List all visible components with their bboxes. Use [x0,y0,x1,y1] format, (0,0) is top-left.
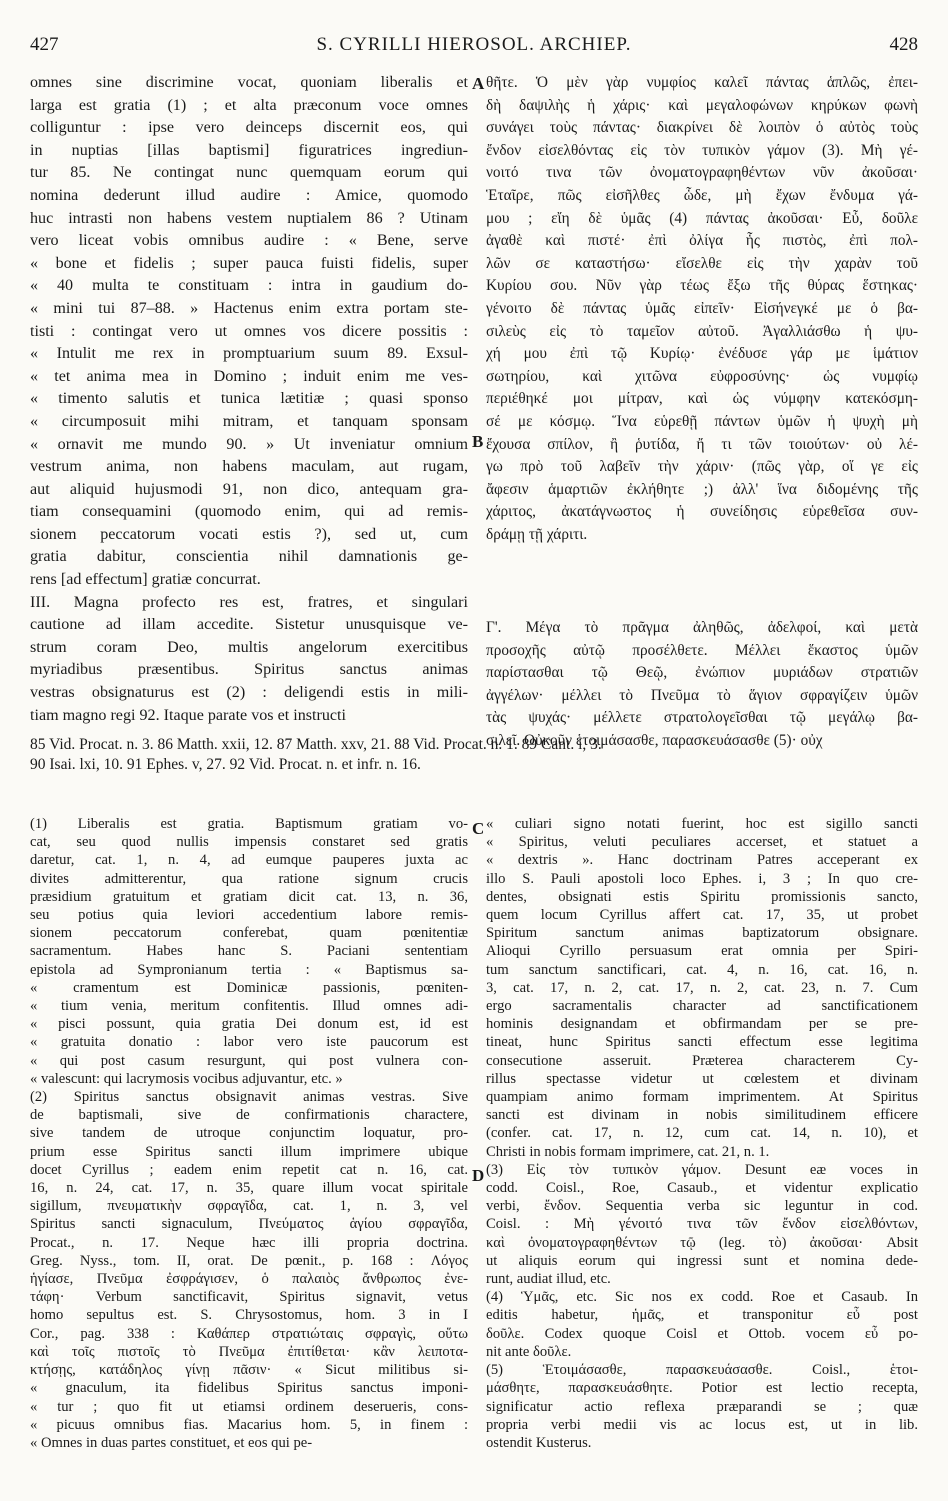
text-line: significatur actio reflexa præparandi se ; quæ [486,1398,918,1415]
reference-line: 85 Vid. Procat. n. 3. 86 Matth. xxii, 12. 87 Matth. xxv, 21. 88 Vid. Procat. n. 1. 89 Cant. i, 3. [30,736,602,753]
text-line: quem locum Cyrillus affert cat. 17, 35, ut probet [486,907,918,924]
latin-text-column [30,72,468,727]
text-line: ἄφεσιν ἁμαρτιῶν ἐκλήθητε ;) ἀλλ' ἵνα διδομένης τῆς [486,480,918,498]
text-line: χή μου ἐπὶ τῷ Κυρίῳ· ἐνέδυσε γάρ με ἱμάτιον [486,345,918,363]
reference-line: 90 Isai. lxi, 10. 91 Ephes. v, 27. 92 Vid. Procat. n. et infr. n. 16. [30,756,421,773]
text-line: Κυρίου σου. Νῦν γὰρ τέως ἔξω τῆς θύρας ἕστηκας· [486,277,918,295]
text-line: huc intrasti non habens vestem nuptialem 86 ? Utinam [30,209,468,227]
text-line: Spiritum sanctum animas baptizatorum obsignare. [486,925,918,942]
text-line: « gratuita donatio : labor vero iste paucorum est [30,1034,468,1051]
text-line: συνάγει τοὺς πάντας· διακρίνει δὲ λοιπὸν ὁ αὐτὸς τοὺς [486,119,918,137]
text-line: καὶ τοῖς πιστοῖς τὸ Πνεῦμα ἐπιτίθεται· κἂν λειποτα- [30,1343,468,1360]
text-line: (confer. cat. 17, n. 12, cum cat. 14, n. 10), et [486,1125,918,1142]
text-line: Γ'. Μέγα τὸ πρᾶγμα ἀληθῶς, ἀδελφοί, καὶ μετὰ [486,619,918,636]
section-marker-d: D [472,1166,485,1185]
text-line: καὶ ὀνοματογραφηθέντων τῷ (leg. τὸ) ἀκοῦσαι· Absit [486,1234,918,1251]
running-title: S. CYRILLI HIEROSOL. ARCHIEP. [316,34,632,55]
text-line: « tet anima mea in Domino ; induit enim me ves- [30,367,468,385]
text-line: 3, cat. 17, n. 2, cat. 17, n. 2, cat. 23, n. 7. Cum [486,979,918,996]
text-line: ostendit Kusterus. [486,1434,592,1451]
text-line: 16, n. 24, cat. 17, n. 35, quare illum vocat spiritale [30,1180,468,1197]
text-line: « qui post casum resurgunt, qui post vulnera con- [30,1052,468,1069]
text-line: « pisci possunt, quia gratia Dei donum est, id est [30,1016,468,1033]
text-line: γω πρὸ τοῦ λαβεῖν τὴν χάριν· (πῶς γὰρ, οἵ γε εἰς [486,458,918,476]
text-line: μου ; εἴη δὲ ὑμᾶς (4) πάντας ἀκοῦσαι· Εὖ, δοῦλε [486,209,918,227]
text-line: μάσθητε, παρασκευάσθητε. Potior est lectio recepta, [486,1380,918,1397]
text-line: homo sepultus est. S. Chrysostomus, hom. 3 in I [30,1307,468,1324]
text-line: epistola ad Sympronianum tertia : « Baptismus sa- [30,961,468,978]
text-line: τάφη· Verbum sanctificavit, Spiritus signavit, vetus [30,1289,468,1306]
text-line: « culiari signo notati fuerint, hoc est sigillo sancti [486,816,918,832]
text-line: Spiritus sancti signaculum, Πνεύματος ἁγίου σφραγῖδα, [30,1216,468,1233]
text-line: verbi, ἔνδον. Sequentia verba sic leguntur in cod. [486,1198,918,1215]
text-line: « ornavit me mundo 90. » Ut inveniatur omnium [30,435,468,453]
text-line: σιλεῖ. Οὐκοῦν ἑτοιμάσασθε, παρασκευάσασθε (5)· οὐχ [486,731,823,749]
text-line: cautione ad illam accedite. Sistetur unusquisque ve- [30,616,468,634]
text-line: Coisl. : Μὴ γένοιτό τινα τῶν ἔνδον εἰσελθόντων, [486,1216,918,1233]
scripture-references [30,735,918,775]
text-line: omnes sine discrimine vocat, quoniam liberalis et [30,74,468,91]
text-line: ergo sacramentalis character ad sanctificationem [486,998,918,1015]
text-line: « dextris ». Hanc doctrinam Patres acceperant ex [486,852,918,869]
text-line: « circumposuit mihi mitram, et tanquam sponsam [30,412,468,430]
text-line: Alioqui Cyrillo persuasum erat omnia per Spiri- [486,943,918,960]
page-number-right: 428 [889,34,918,55]
section-marker-a: A [472,74,485,93]
text-line: Ἑταῖρε, πῶς εἰσῆλθες ὧδε, μὴ ἔχων ἔνδυμα γά- [486,186,918,204]
text-line: « picuus omnibus fias. Macarius hom. 5, in finem : [30,1416,468,1433]
text-line: rillus spectasse videtur ut cœlestem et divinam [486,1070,918,1087]
text-line: in nuptias [illas baptismi] figuratrices ingrediun- [30,141,468,159]
text-line: seu potius quia leviori accedentium labore remis- [30,907,468,924]
text-line: ἀγαθὲ καὶ πιστέ· ἐπὶ ὀλίγα ἧς πιστὸς, ἐπὶ πολ- [486,232,918,250]
text-line: ἡγίασε, Πνεῦμα ἐσφράγισεν, ὁ παλαιὸς ἄνθρωπος ἐνε- [30,1271,468,1288]
text-line: παρίστασθαι τῷ Θεῷ, ἐνώπιον μυριάδων στρατιῶν [486,664,918,682]
text-line: vero liceat vobis omnibus audire : « Bene, serve [30,232,468,250]
text-line: « Spiritus, veluti peculiares accerset, et statuet a [486,834,918,851]
text-line: δοῦλε. Codex quoque Coisl et Ottob. vocem εὖ po- [486,1325,918,1342]
text-line: ἔχουσα σπίλον, ἢ ῥυτίδα, ἤ τι τῶν τοιούτων· οὐ λέ- [486,435,918,453]
text-line: strum coram Deo, multis angelorum exercitibus [30,638,468,656]
greek-section-three [486,617,918,753]
text-line: Christi in nobis formam imprimere, cat. 21, n. 1. [486,1143,770,1160]
text-line: propria verbi medii vis ac locus est, ut in lib. [486,1416,918,1433]
text-line: σέ με κόσμῳ. Ἵνα εὑρεθῇ πάντων ὑμῶν ἡ ψυχὴ μὴ [486,412,918,430]
text-line: Greg. Nyss., tom. II, orat. De pœnit., p. 168 : Λόγος [30,1252,468,1269]
text-line: « timento salutis et tunica lætitiæ ; quasi sponso [30,390,468,408]
page-number-left: 427 [30,34,59,55]
text-line: sancti est divinam in nobis similitudinem efficere [486,1107,918,1124]
text-line: rens [ad effectum] gratiæ concurrat. [30,571,261,589]
text-line: daretur, cat. 1, n. 4, ad eumque pauperes juxta ac [30,852,468,869]
text-line: « mini tui 87–88. » Hactenus enim extra portam ste- [30,299,468,317]
text-line: quampiam animo formam imprimentem. At Spiritus [486,1089,918,1106]
text-line: divites admitterentur, qua ratione signum crucis [30,870,468,887]
section-marker-c: C [472,819,485,838]
text-line: χάριτος, ἀκατάγνωστος ἡ συνείδησις εὑρεθεῖσα συν- [486,503,918,521]
text-line: (2) Spiritus sanctus obsignavit animas vestras. Sive [30,1089,468,1106]
text-line: vestrum anima, non habens maculam, aut rugam, [30,458,468,476]
text-line: tineat, hunc Spiritus sancti effectum esse legitima [486,1034,918,1051]
text-line: colliguntur : ipse vero deinceps discernit eos, qui [30,119,468,137]
text-line: δράμῃ τῇ χάριτι. [486,525,588,543]
text-line: « tium venia, meritum confitentis. Illud omnes adi- [30,998,468,1015]
page-header [30,34,918,58]
text-line: sive tandem de utroque conjunctim loquatur, pro- [30,1125,468,1142]
text-line: larga est gratia (1) ; et alta præconum voce omnes [30,96,468,114]
text-line: (5) Ἑτοιμάσασθε, παρασκευάσασθε. Coisl., ἑτοι- [486,1362,918,1379]
text-line: « 40 multa te constituam : intra in gaudium do- [30,277,468,295]
text-line: ἀγγέλων· μέλλει τὸ Πνεῦμα τὸ ἅγιον σφραγίζειν ὑμῶν [486,686,918,704]
text-line: Procat., n. 17. Neque hæc illi propria doctrina. [30,1234,468,1251]
text-line: de baptismali, sive de confirmationis charactere, [30,1107,468,1124]
text-line: νοιτό τινα τῶν ὀνοματογραφηθέντων νῦν ἀκοῦσαι· [486,164,918,182]
text-line: θῆτε. Ὁ μὲν γὰρ νυμφίος καλεῖ πάντας ἁπλῶς, ἐπει- [486,74,918,91]
text-line: editis habetur, ἡμᾶς, et transponitur εὖ post [486,1307,918,1324]
text-line: sigillum, πνευματικὴν σφραγῖδα, cat. 1, n. 3, vel [30,1198,468,1215]
text-line: dentes, obsignati estis Spiritu promissionis sancto, [486,888,918,905]
text-line: sacramentum. Habes hanc S. Paciani sententiam [30,943,468,960]
text-line: λῶν σε καταστήσω· εἴσελθε εἰς τὴν χαρὰν τοῦ [486,254,918,272]
text-line: præsidium gratuitum et gratiam dicit cat. 13, n. 36, [30,888,468,905]
text-line: τὰς ψυχάς· μέλλετε στρατολογεῖσθαι τῷ μεγάλῳ βα- [486,709,918,727]
text-line: (3) Εἰς τὸν τυπικὸν γάμον. Desunt eæ voces in [486,1161,918,1178]
footnotes-left-column [30,815,468,1452]
text-line: tiam consequamini (quomodo enim, qui ad remis- [30,503,468,521]
text-line: tum sanctum sanctificari, cat. 4, n. 16, cat. 16, n. [486,961,918,978]
text-line: « cramentum est Dominicæ passionis, pœniten- [30,979,468,996]
text-line: tur 85. Ne contingat nunc quemquam eorum qui [30,164,468,182]
text-line: tiam magno regi 92. Itaque parate vos et instructi [30,706,346,724]
text-line: προσοχῆς αὐτῷ προσέλθετε. Μέλλει ἕκαστος ὑμῶν [486,641,918,659]
text-line: gratia dabitur, conscientia nihil damnationis ge- [30,548,468,566]
greek-text-column [486,72,918,546]
text-line: Cor., pag. 338 : Καθάπερ στρατιώταις σφραγὶς, οὕτω [30,1325,468,1342]
text-line: consecutione asseruit. Præterea characterem Cy- [486,1052,918,1069]
text-line: sionem peccatorum vocati estis ?), sed ut, cum [30,525,468,543]
text-line: « gnaculum, ita fidelibus Spiritus sanctus imponi- [30,1380,468,1397]
text-line: « tur ; quo fit ut etiamsi ordinem deserueris, cons- [30,1398,468,1415]
text-line: (1) Liberalis est gratia. Baptismum gratiam vo- [30,816,468,832]
text-line: myriadibus præsentibus. Spiritus sanctus animas [30,661,468,679]
text-line: sionem peccatorum conferebat, quam pœnitentiæ [30,925,468,942]
text-line: cat, seu quod nullis impensis constaret sed gratis [30,834,468,851]
text-line: prium esse Spiritus sancti illum imprimere ubique [30,1143,468,1160]
text-line: (4) Ὑμᾶς, etc. Sic nos ex codd. Roe et Casaub. In [486,1289,918,1306]
text-line: ἔνδον εἰσελθόντας εἰς τὸν τυπικὸν γάμον (3). Μὴ γέ- [486,141,918,159]
text-line: « bone et fidelis ; super pauca fuisti fidelis, super [30,254,468,272]
text-line: codd. Coisl., Roe, Casaub., et videntur explicatio [486,1180,918,1197]
text-line: docet Cyrillus ; eadem enim repetit cat n. 16, cat. [30,1161,468,1178]
text-line: κτήσῃς, κατάδηλος γίνῃ πᾶσιν· « Sicut militibus si- [30,1362,468,1379]
text-line: « valescunt: qui lacrymosis vocibus adjuvantur, etc. » [30,1070,343,1087]
text-line: « Omnes in duas partes constituet, et eos qui pe- [30,1434,313,1451]
text-line: runt, audiat illud, etc. [486,1271,611,1288]
text-line: σωτηρίου, καὶ χιτῶνα εὐφροσύνης· ὡς νυμφίῳ [486,367,918,385]
text-line: « Intulit me rex in promptuarium suum 89. Exsul- [30,345,468,363]
text-line: ut aliquis eorum qui ingressi sunt et nomina dede- [486,1252,918,1269]
text-line: aut aliquid hujusmodi 91, non dico, antequam gra- [30,480,468,498]
text-line: nomina dederunt illud audire : Amice, quomodo [30,186,468,204]
text-line: vestras obsignaturus est (2) : deligendi estis in mili- [30,684,468,702]
text-line: περιέθηκέ μοι μίτραν, καὶ ὡς νύμφην κατεκόσμη- [486,390,918,408]
text-line: illo S. Pauli apostoli loco Ephes. i, 3 ; In quo cre- [486,870,918,887]
text-line: tisti : contingat vero ut omnes vos dicere possitis : [30,322,468,340]
text-line: γένοιτο δὲ πάντας ὑμᾶς εἰπεῖν· Εἰσήνεγκέ με ὁ βα- [486,299,918,317]
text-line: δὴ δαψιλὴς ἡ χάρις· καὶ μεγαλοφώνων κηρύκων φωνὴ [486,96,918,114]
text-line: III. Magna profecto res est, fratres, et singulari [30,593,468,611]
text-line: nit ante δοῦλε. [486,1343,572,1360]
text-line: σιλεὺς εἰς τὸ ταμεῖον αὐτοῦ. Ἀγαλλιάσθω ἡ ψυ- [486,322,918,340]
section-marker-b: B [472,432,484,451]
footnotes-right-column [486,815,918,1452]
text-line: hominis designandam et obfirmandam per se pre- [486,1016,918,1033]
